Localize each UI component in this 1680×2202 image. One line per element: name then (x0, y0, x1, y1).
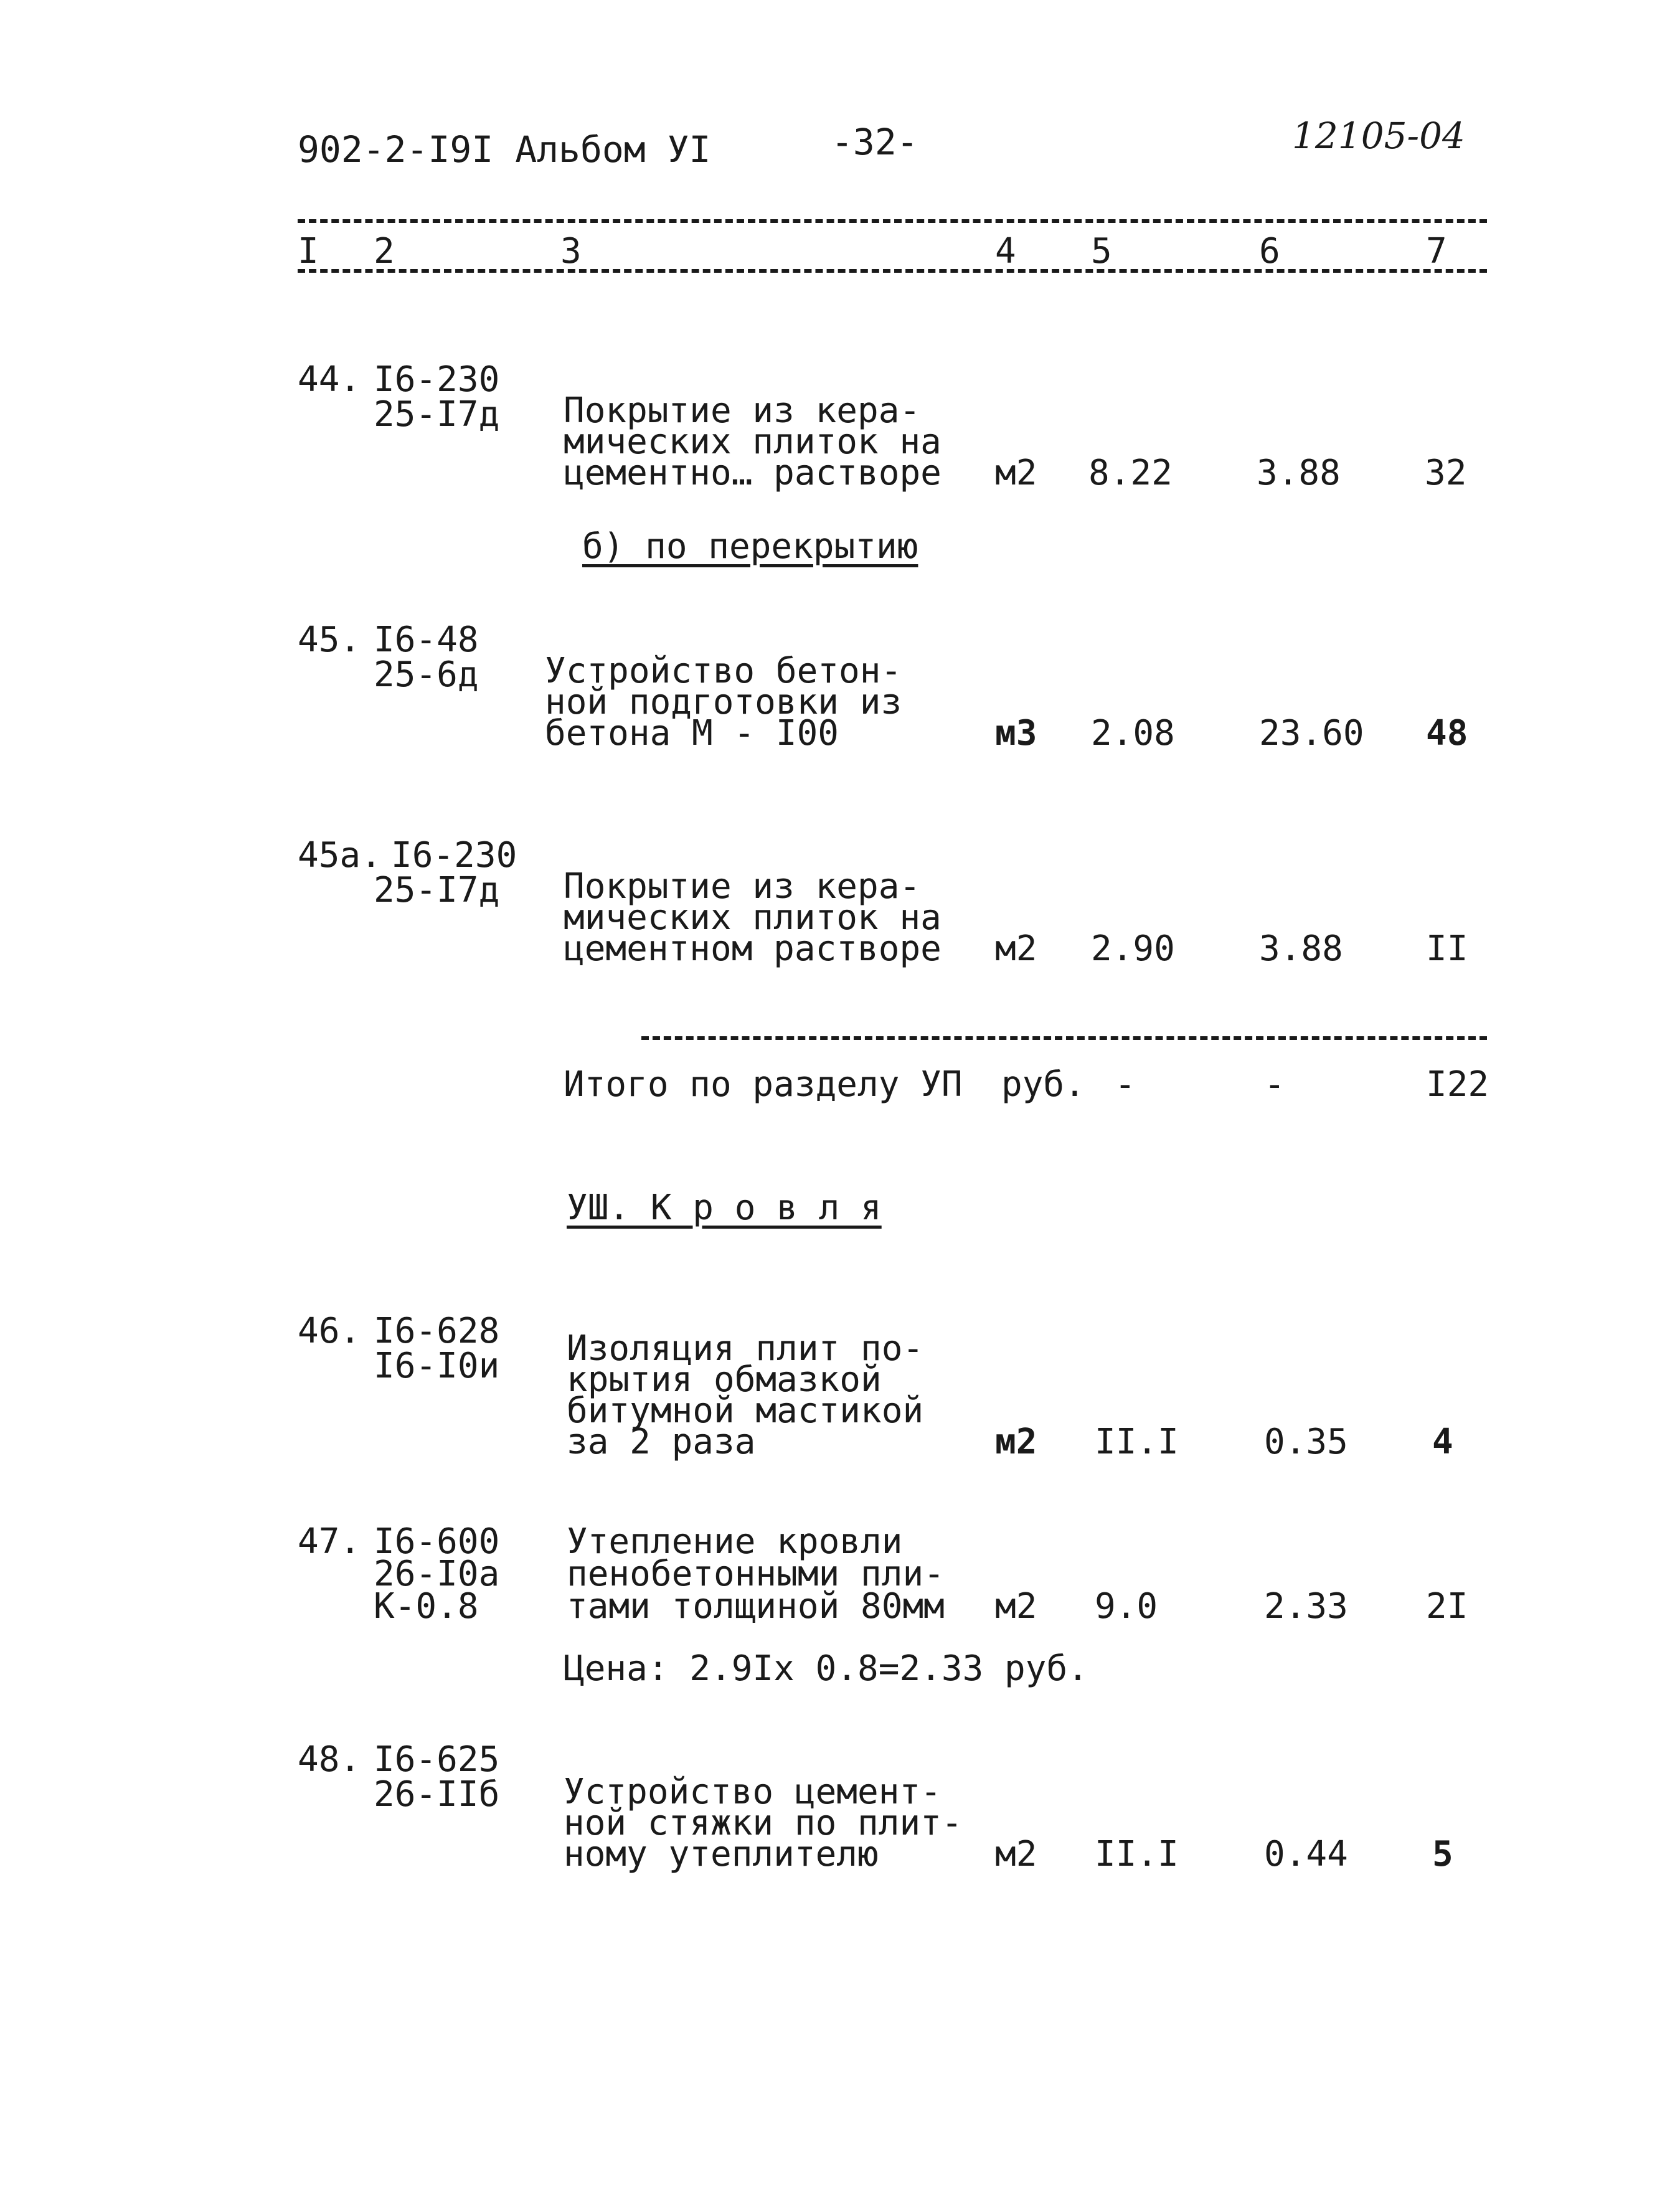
row-total: 5 (1432, 1834, 1453, 1874)
col-header-7: 7 (1426, 231, 1447, 272)
row-unit: м3 (995, 713, 1037, 754)
row-total: 32 (1425, 453, 1467, 493)
row-code: I6-600 (374, 1521, 500, 1562)
row-number: 45а. (298, 835, 382, 876)
row-unit: м2 (995, 1586, 1037, 1627)
row-unit: м2 (995, 1834, 1037, 1874)
price-note: Цена: 2.9Iх 0.8=2.33 руб. (564, 1648, 1088, 1689)
handwritten-stamp: 12105-04 (1292, 115, 1465, 157)
row-description: Устройство бетон- (545, 651, 902, 691)
row-number: 47. (298, 1521, 361, 1562)
subtotal-price: - (1264, 1064, 1285, 1105)
document-code: 902-2-I9I Альбом УI (298, 128, 711, 171)
header-rule-top (298, 219, 1487, 223)
col-header-4: 4 (995, 231, 1016, 272)
row-unit: м2 (995, 1422, 1037, 1462)
row-number: 48. (298, 1739, 361, 1780)
row-description: Покрытие из кера- (564, 866, 921, 907)
row-description: пенобетонными пли- (567, 1554, 945, 1594)
section-heading: УШ. К р о в л я (567, 1188, 882, 1228)
subtotal-unit: руб. (1001, 1064, 1085, 1105)
subtotal-total: I22 (1426, 1064, 1489, 1105)
header-rule-bottom (298, 269, 1487, 273)
row-description: за 2 раза (567, 1422, 756, 1462)
row-code: I6-48 (374, 620, 479, 660)
row-code: I6-628 (374, 1311, 500, 1351)
col-header-2: 2 (374, 231, 395, 272)
row-description: мических плиток на (564, 897, 941, 938)
col-header-3: 3 (560, 231, 582, 272)
row-price: 2.33 (1264, 1586, 1348, 1627)
row-description: ной подготовки из (545, 682, 902, 722)
row-quantity: 2.90 (1091, 929, 1175, 969)
row-unit: м2 (995, 453, 1037, 493)
row-code: К-0.8 (374, 1586, 479, 1627)
row-number: 46. (298, 1311, 361, 1351)
row-description: ной стяжки по плит- (564, 1803, 963, 1843)
row-quantity: 8.22 (1088, 453, 1173, 493)
row-number: 45. (298, 620, 361, 660)
row-code: 26-IIб (374, 1774, 500, 1815)
row-description: Покрытие из кера- (564, 390, 921, 431)
subtotal-rule (641, 1036, 1487, 1040)
row-code: 26-I0а (374, 1554, 500, 1594)
row-price: 0.44 (1264, 1834, 1348, 1874)
row-code: I6-230 (391, 835, 517, 876)
row-code: I6-I0и (374, 1346, 500, 1386)
row-quantity: II.I (1095, 1834, 1179, 1874)
row-description: бетона М - I00 (545, 713, 839, 754)
subsection-heading: б) по перекрытию (582, 526, 918, 567)
row-quantity: 9.0 (1095, 1586, 1158, 1627)
row-price: 3.88 (1257, 453, 1341, 493)
row-description: ному утеплителю (564, 1834, 879, 1874)
row-description: Изоляция плит по- (567, 1328, 924, 1369)
row-quantity: 2.08 (1091, 713, 1175, 754)
row-code: 25-6д (374, 654, 479, 695)
col-header-5: 5 (1091, 231, 1112, 272)
row-code: 25-I7д (374, 394, 500, 435)
row-total: 48 (1426, 713, 1468, 754)
row-code: I6-230 (374, 359, 500, 400)
row-description: Устройство цемент- (564, 1772, 941, 1812)
col-header-6: 6 (1259, 231, 1280, 272)
row-description: битумной мастикой (567, 1391, 924, 1431)
row-description: тами толщиной 80мм (567, 1586, 945, 1627)
row-code: 25-I7д (374, 870, 500, 910)
row-description: цементном растворе (564, 929, 941, 969)
row-total: 2I (1426, 1586, 1468, 1627)
row-total: II (1426, 929, 1468, 969)
page-number: -32- (831, 121, 918, 163)
row-unit: м2 (995, 929, 1037, 969)
row-code: I6-625 (374, 1739, 500, 1780)
row-description: мических плиток на (564, 422, 941, 462)
row-total: 4 (1432, 1422, 1453, 1462)
subtotal-quantity: - (1115, 1064, 1136, 1105)
subtotal-label: Итого по разделу УП (564, 1064, 963, 1105)
row-description: крытия обмазкой (567, 1359, 882, 1400)
row-price: 23.60 (1259, 713, 1364, 754)
row-description: Утепление кровли (567, 1521, 903, 1562)
col-header-1: I (298, 231, 319, 272)
row-quantity: II.I (1095, 1422, 1179, 1462)
row-number: 44. (298, 359, 361, 400)
row-description: цементно… растворе (564, 453, 941, 493)
row-price: 3.88 (1259, 929, 1343, 969)
row-price: 0.35 (1264, 1422, 1348, 1462)
